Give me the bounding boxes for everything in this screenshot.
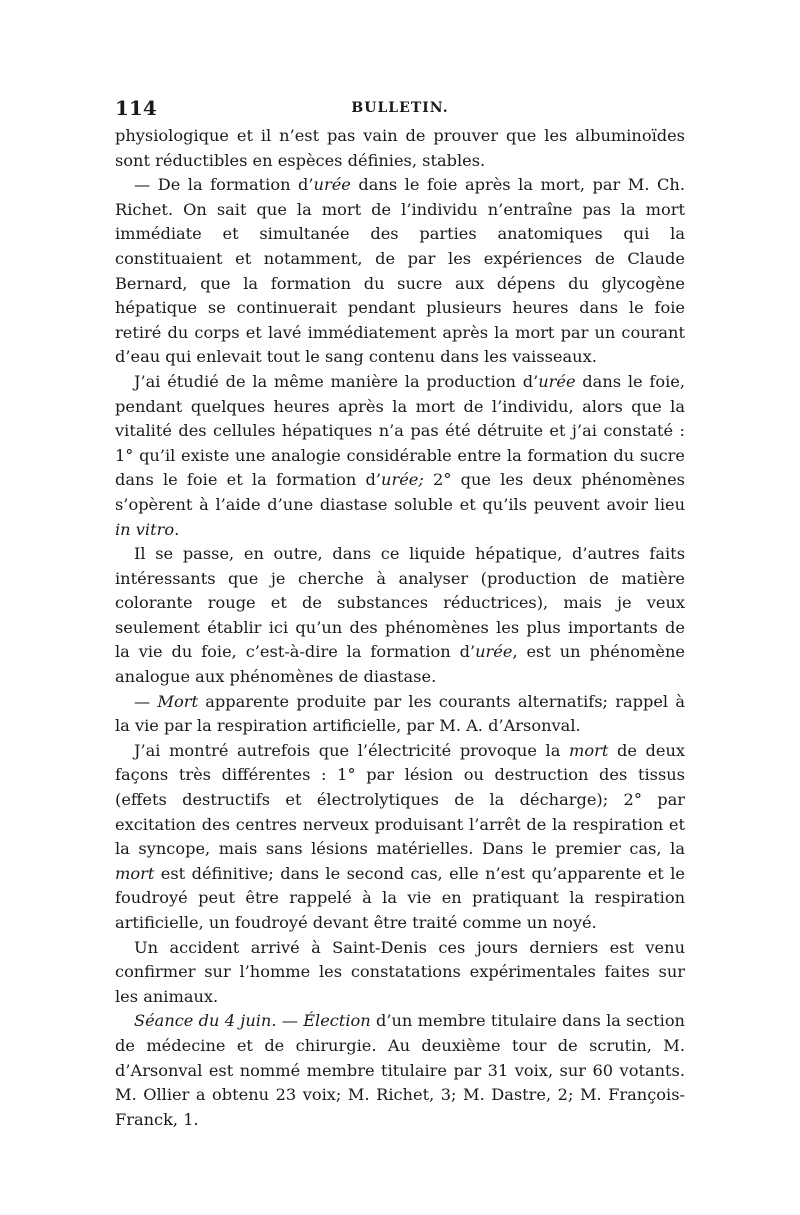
text-segment: Il se passe, en outre, dans ce liquide hépatique, d’autres faits intéressants que je cherche à analyser (production de matière colorante rouge et de substances réductrices), mais je veux seulement établir ici qu’un des phénomènes les plus importants de la vie du foie, c’est-à-dire la formation d’ (115, 544, 685, 662)
paragraph (115, 370, 685, 542)
text-segment: — (134, 691, 158, 711)
paragraph (115, 1009, 685, 1132)
paragraph (115, 739, 685, 936)
text-segment: 2° que les deux phénomènes s’opèrent à l’aide d’une diastase soluble et qu’ils peuvent avoir lieu (115, 470, 685, 514)
page-number: 114 (115, 96, 157, 120)
text-segment: physiologique et il n’est pas vain de prouver que les albuminoïdes sont réductibles en espèces définies, stables. (115, 126, 685, 170)
italic-term: Mort (157, 691, 198, 711)
italic-term: in vitro (115, 519, 175, 539)
text-segment: — De la formation d’ (134, 175, 314, 195)
italic-term: mort (115, 863, 155, 883)
paragraph (115, 936, 685, 1010)
text-segment: apparente produite par les courants alternatifs; rappel à la vie par la respiration artificielle, par M. A. d’Arsonval. (115, 691, 685, 736)
text-segment: Un accident arrivé à Saint-Denis ces jours derniers est venu confirmer sur l’homme les constatations expérimentales faites sur les animaux. (115, 937, 685, 1006)
paragraph (115, 542, 685, 690)
paragraph (115, 173, 685, 370)
italic-term: Séance du 4 juin. — Élection (134, 1011, 371, 1031)
text-segment: J’ai étudié de la même manière la production d’ (134, 371, 539, 391)
italic-term: urée (475, 642, 513, 662)
text-segment: de deux façons très différentes : 1° par lésion ou destruction des tissus (effets destructifs et électrolytiques de la décharge); 2° par excitation des centres nerveux produisant l’arrêt de la respiration et la syncope, mais sans lésions matérielles. Dans le premier cas, la (115, 740, 686, 859)
page-header (115, 96, 685, 124)
text-segment: , est un phénomène analogue aux phénomènes de diastase. (115, 642, 685, 687)
italic-term: urée (538, 371, 576, 391)
book-page (115, 96, 685, 1132)
text-segment: dans le foie, pendant quelques heures après la mort de l’individu, alors que la vitalité des cellules hépatiques n’a pas été détruite et j’ai constaté : 1° qu’il existe une analogie considérable entre la formation du sucre dans le foie et la formation d’ (115, 371, 685, 490)
text-segment: dans le foie après la mort, par M. Ch. Richet. On sait que la mort de l’individu n’entraîne pas la mort immédiate et simultanée des parties anatomiques qui la constituaient et notamment, de par les expériences de Claude Bernard, que la formation du sucre aux dépens du glycogène hépatique se continuerait pendant plusieurs heures dans le foie retiré du corps et lavé immédiatement après la mort par un courant d’eau qui enlevait tout le sang contenu dans les vaisseaux. (115, 175, 685, 367)
running-head: BULLETIN. (351, 100, 449, 116)
paragraph (115, 690, 685, 739)
text-segment: J’ai montré autrefois que l’électricité provoque la (134, 740, 569, 760)
text-segment: est définitive; dans le second cas, elle n’est qu’apparente et le foudroyé peut être rappelé à la vie en pratiquant la respiration artificielle, un foudroyé devant être traité comme un noyé. (115, 863, 685, 932)
italic-term: urée (313, 175, 351, 195)
italic-term: urée; (381, 470, 424, 490)
text-segment: d’un membre titulaire dans la section de médecine et de chirurgie. Au deuxième tour de scrutin, M. d’Arsonval est nommé membre titulaire par 31 voix, sur 60 votants. M. Ollier a obtenu 23 voix; M. Richet, 3; M. Dastre, 2; M. François-Franck, 1. (115, 1011, 685, 1129)
text-segment: . (174, 519, 180, 539)
italic-term: mort (569, 740, 609, 760)
body-text (115, 124, 685, 1132)
paragraph (115, 124, 685, 173)
